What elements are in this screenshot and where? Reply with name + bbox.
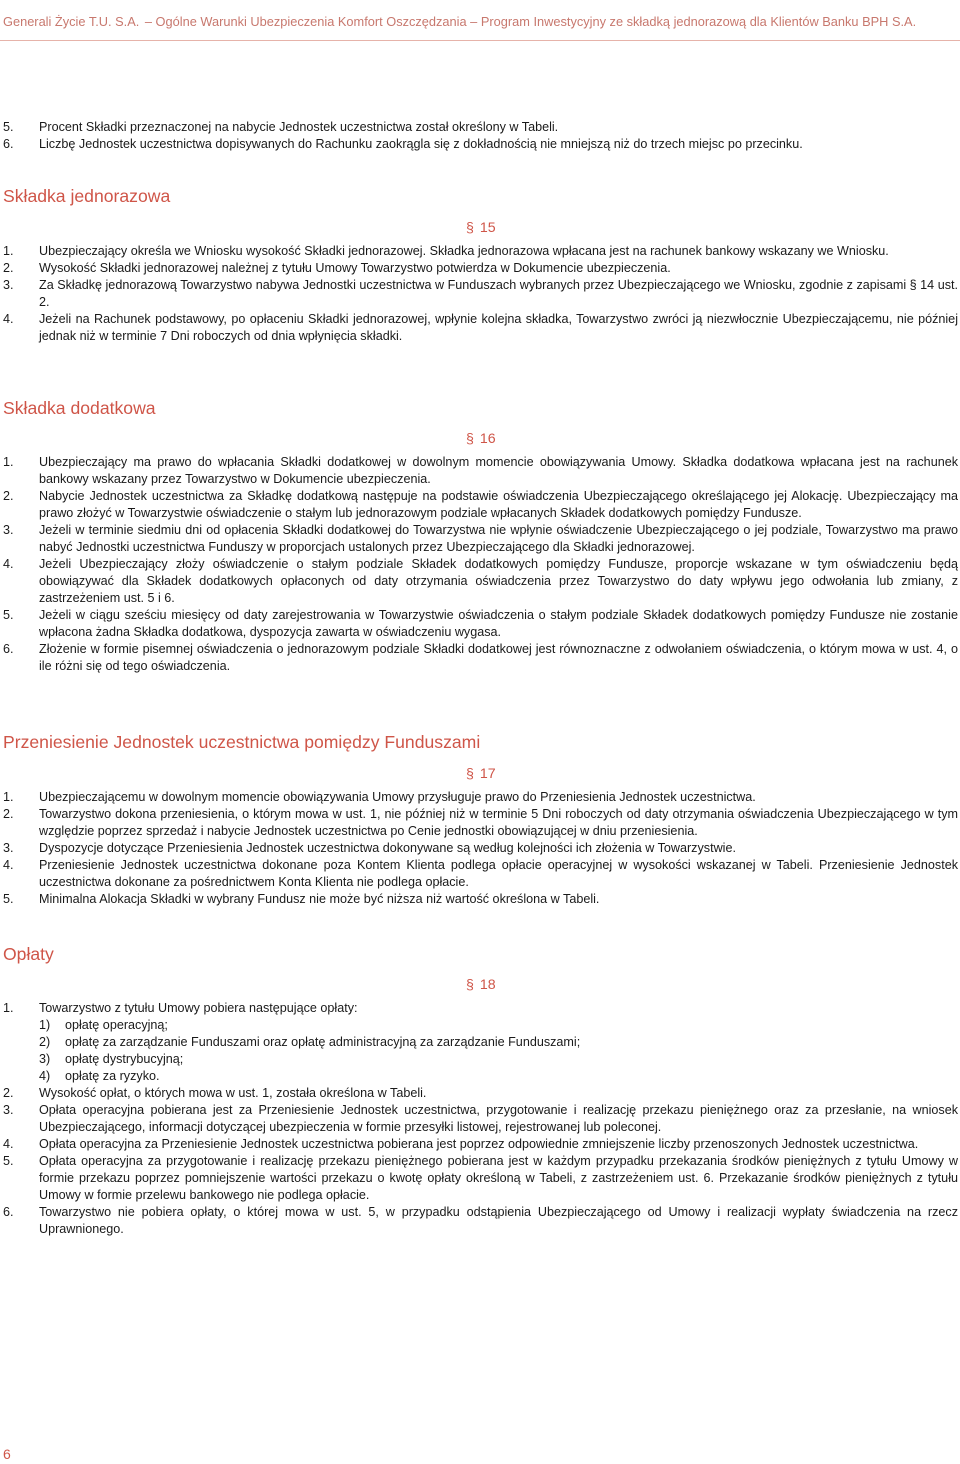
header-divider bbox=[0, 40, 960, 41]
list-item bbox=[0, 119, 958, 136]
item-text: Opłata operacyjna za Przeniesienie Jednostek uczestnictwa pobierana jest poprzez odpowiednie zmniejszenie liczby przenoszonych Jednostek uczestnictwa. bbox=[39, 1137, 919, 1151]
paragraph-symbol-icon: § bbox=[466, 977, 474, 993]
section-title-skladka-jednorazowa: Składka jednorazowa bbox=[3, 186, 171, 206]
list-item bbox=[0, 311, 958, 345]
sub-item-number: 4) bbox=[39, 1069, 51, 1083]
list-item bbox=[0, 243, 958, 260]
section-title-skladka-dodatkowa: Składka dodatkowa bbox=[3, 398, 156, 418]
list-item bbox=[0, 136, 958, 153]
section-list bbox=[0, 243, 958, 345]
sub-item-number: 2) bbox=[39, 1035, 51, 1049]
list-item bbox=[0, 1000, 958, 1017]
list-item bbox=[0, 806, 958, 840]
list-item bbox=[0, 641, 958, 675]
paragraph-symbol-icon: § bbox=[466, 431, 474, 447]
item-number: 4. bbox=[3, 858, 14, 872]
item-number: 5. bbox=[3, 892, 14, 906]
list-item bbox=[0, 891, 958, 908]
list-item bbox=[0, 522, 958, 556]
item-number: 1. bbox=[3, 790, 14, 804]
item-text: Ubezpieczający ma prawo do wpłacania Składki dodatkowej w dowolnym momencie obowiązywania Umowy. Składka dodatkowa wpłacana jest na rachunek bankowy wskazany przez Towarzystwo w Dokumencie ubezpieczenia. bbox=[39, 455, 958, 486]
sub-list-item bbox=[0, 1051, 958, 1068]
section-list bbox=[0, 789, 958, 908]
sub-item-number: 3) bbox=[39, 1052, 51, 1066]
list-item bbox=[0, 1085, 958, 1102]
list-item bbox=[0, 260, 958, 277]
sub-item-text: opłatę operacyjną; bbox=[65, 1018, 168, 1032]
item-number: 4. bbox=[3, 312, 14, 326]
list-item bbox=[0, 857, 958, 891]
document-title: – Ogólne Warunki Ubezpieczenia Komfort Oszczędzania – Program Inwestycyjny ze składką jednorazową dla Klientów Banku BPH S.A. bbox=[144, 14, 917, 29]
paragraph-number: § 16 bbox=[466, 431, 496, 447]
item-text: Opłata operacyjna za przygotowanie i realizację przekazu pieniężnego pobierana jest w każdym przypadku przekazania środków pieniężnych z tytułu Umowy w formie przekazu poprzez pomniejszenie wartości przekazu o kwotę opłaty określoną w Tabeli, z zastrzeżeniem ust. 6. Przekazanie środków pieniężnych z tytułu Umowy w formie przelewu bankowego nie podlega opłacie. bbox=[39, 1154, 958, 1202]
sub-list-item bbox=[0, 1034, 958, 1051]
paragraph-symbol-icon: § bbox=[466, 220, 474, 236]
section-list bbox=[0, 454, 958, 675]
item-text: Jeżeli w ciągu sześciu miesięcy od daty zarejestrowania w Towarzystwie oświadczenia o stałym podziale Składek dodatkowych pomiędzy Fundusze nie zostanie wpłacona żadna Składka dodatkowa, dyspozycja zawarta w oświadczeniu wygasa. bbox=[39, 608, 958, 639]
item-text: Wysokość opłat, o których mowa w ust. 1, została określona w Tabeli. bbox=[39, 1086, 427, 1100]
item-number: 2. bbox=[3, 1086, 14, 1100]
item-text: Ubezpieczający określa we Wniosku wysokość Składki jednorazowej. Składka jednorazowa wpłacana jest na rachunek bankowy wskazany we Wniosku. bbox=[39, 244, 889, 258]
item-text: Dyspozycje dotyczące Przeniesienia Jednostek uczestnictwa dokonywane są według kolejności ich złożenia w Towarzystwie. bbox=[39, 841, 736, 855]
paragraph-symbol-icon: § bbox=[466, 766, 474, 782]
item-text: Ubezpieczającemu w dowolnym momencie obowiązywania Umowy przysługuje prawo do Przeniesienia Jednostek uczestnictwa. bbox=[39, 790, 756, 804]
sub-list-item bbox=[0, 1068, 958, 1085]
item-text: Nabycie Jednostek uczestnictwa za Składkę dodatkową następuje na podstawie oświadczenia Ubezpieczającego określającego jej Alokację. Ubezpieczający ma prawo złożyć w Towarzystwie oświadczenie o stałym lub jednorazowym podziale wpłacanych Składek dodatkowych pomiędzy Fundusze. bbox=[39, 489, 958, 520]
list-item bbox=[0, 277, 958, 311]
item-text: Towarzystwo nie pobiera opłaty, o której mowa w ust. 5, w przypadku odstąpienia Ubezpieczającego od Umowy i realizacji wypłaty świadczenia na rzecz Uprawnionego. bbox=[39, 1205, 958, 1236]
company-name: Generali Życie T.U. S.A. bbox=[3, 14, 140, 29]
item-text: Towarzystwo z tytułu Umowy pobiera następujące opłaty: bbox=[39, 1001, 358, 1015]
list-item bbox=[0, 1136, 958, 1153]
item-text: Jeżeli w terminie siedmiu dni od opłacenia Składki dodatkowej do Towarzystwa nie wpłynie oświadczenie Ubezpieczającego o jej podziale, Towarzystwo ma prawo nabyć Jednostki uczestnictwa Funduszy w proporcjach ustalonych przez Ubezpieczającego dla Składki jednorazowej. bbox=[39, 523, 958, 554]
sub-item-text: opłatę za ryzyko. bbox=[65, 1069, 160, 1083]
list-item bbox=[0, 1153, 958, 1204]
item-text: Opłata operacyjna pobierana jest za Przeniesienie Jednostek uczestnictwa, przygotowanie i realizację przekazu pieniężnego oraz za przesłanie, na wniosek Ubezpieczającego, informacji dotyczącej ubezpieczenia w formie przesyłki listowej, rejestrowanej lub poleconej. bbox=[39, 1103, 958, 1134]
item-number: 1. bbox=[3, 244, 14, 258]
item-number: 1. bbox=[3, 455, 14, 469]
paragraph-number: § 15 bbox=[466, 220, 496, 236]
sub-item-text: opłatę dystrybucyjną; bbox=[65, 1052, 184, 1066]
running-header bbox=[3, 13, 957, 30]
item-number: 4. bbox=[3, 1137, 14, 1151]
item-number: 1. bbox=[3, 1001, 14, 1015]
item-number: 3. bbox=[3, 523, 14, 537]
item-number: 6. bbox=[3, 1205, 14, 1219]
list-item bbox=[0, 454, 958, 488]
page-number: 6 bbox=[3, 1446, 11, 1462]
item-number: 4. bbox=[3, 557, 14, 571]
item-number: 5. bbox=[3, 1154, 14, 1168]
item-number: 3. bbox=[3, 841, 14, 855]
item-number: 2. bbox=[3, 261, 14, 275]
item-text: Za Składkę jednorazową Towarzystwo nabywa Jednostki uczestnictwa w Funduszach wybranych przez Ubezpieczającego we Wniosku, zgodnie z zapisami § 14 ust. 2. bbox=[39, 278, 958, 309]
paragraph-number: § 18 bbox=[466, 977, 496, 993]
paragraph-number: § 17 bbox=[466, 766, 496, 782]
item-number: 6. bbox=[3, 642, 14, 656]
item-number: 5. bbox=[3, 120, 14, 134]
item-number: 3. bbox=[3, 1103, 14, 1117]
item-number: 6. bbox=[3, 137, 14, 151]
item-number: 3. bbox=[3, 278, 14, 292]
item-text: Przeniesienie Jednostek uczestnictwa dokonane poza Kontem Klienta podlega opłacie operacyjnej w wysokości wskazanej w Tabeli. Przeniesienie Jednostek uczestnictwa dokonane za pośrednictwem Konta Klienta nie podlega opłacie. bbox=[39, 858, 958, 889]
item-text: Minimalna Alokacja Składki w wybrany Fundusz nie może być niższa niż wartość określona w Tabeli. bbox=[39, 892, 600, 906]
list-item bbox=[0, 789, 958, 806]
section-list bbox=[0, 1000, 958, 1238]
list-item bbox=[0, 488, 958, 522]
item-text: Jeżeli na Rachunek podstawowy, po opłaceniu Składki jednorazowej, wpłynie kolejna składka, Towarzystwo zwróci ją niezwłocznie Ubezpieczającemu, nie później jednak niż w terminie 7 Dni roboczych od dnia wpłynięcia składki. bbox=[39, 312, 958, 343]
item-number: 2. bbox=[3, 489, 14, 503]
sub-item-number: 1) bbox=[39, 1018, 51, 1032]
item-number: 5. bbox=[3, 608, 14, 622]
intro-list bbox=[0, 119, 958, 153]
item-text: Wysokość Składki jednorazowej należnej z tytułu Umowy Towarzystwo potwierdza w Dokumencie ubezpieczenia. bbox=[39, 261, 671, 275]
sub-item-text: opłatę za zarządzanie Funduszami oraz opłatę administracyjną za zarządzanie Funduszami; bbox=[65, 1035, 581, 1049]
item-text: Jeżeli Ubezpieczający złoży oświadczenie o stałym podziale Składek dodatkowych pomiędzy Fundusze, proporcje wskazane w tym oświadczeniu będą obowiązywać dla Składek dodatkowych opłaconych od daty otrzymania oświadczenia przez Towarzystwo do daty wpływu jego odwołania lub zmiany, z zastrzeżeniem ust. 5 i 6. bbox=[39, 557, 958, 605]
item-text: Liczbę Jednostek uczestnictwa dopisywanych do Rachunku zaokrągla się z dokładnością nie mniejszą niż do trzech miejsc po przecinku. bbox=[39, 137, 803, 151]
list-item bbox=[0, 1204, 958, 1238]
item-text: Złożenie w formie pisemnej oświadczenia o jednorazowym podziale Składki dodatkowej jest równoznaczne z odwołaniem oświadczenia, o którym mowa w ust. 4, o ile różni się od tego oświadczenia. bbox=[39, 642, 958, 673]
sub-list-item bbox=[0, 1017, 958, 1034]
list-item bbox=[0, 607, 958, 641]
item-text: Procent Składki przeznaczonej na nabycie Jednostek uczestnictwa został określony w Tabeli. bbox=[39, 120, 559, 134]
item-number: 2. bbox=[3, 807, 14, 821]
item-text: Towarzystwo dokona przeniesienia, o którym mowa w ust. 1, nie później niż w terminie 5 Dni roboczych od daty otrzymania oświadczenia Ubezpieczającego w tym względzie poprzez sprzedaż i nabycie Jednostek uczestnictwa po Cenie jednostki obowiązującej w dniu przeniesienia. bbox=[39, 807, 958, 838]
list-item bbox=[0, 556, 958, 607]
section-title-oplaty: Opłaty bbox=[3, 944, 54, 964]
list-item bbox=[0, 840, 958, 857]
list-item bbox=[0, 1102, 958, 1136]
section-title-przeniesienie-jednostek: Przeniesienie Jednostek uczestnictwa pomiędzy Funduszami bbox=[3, 732, 481, 752]
